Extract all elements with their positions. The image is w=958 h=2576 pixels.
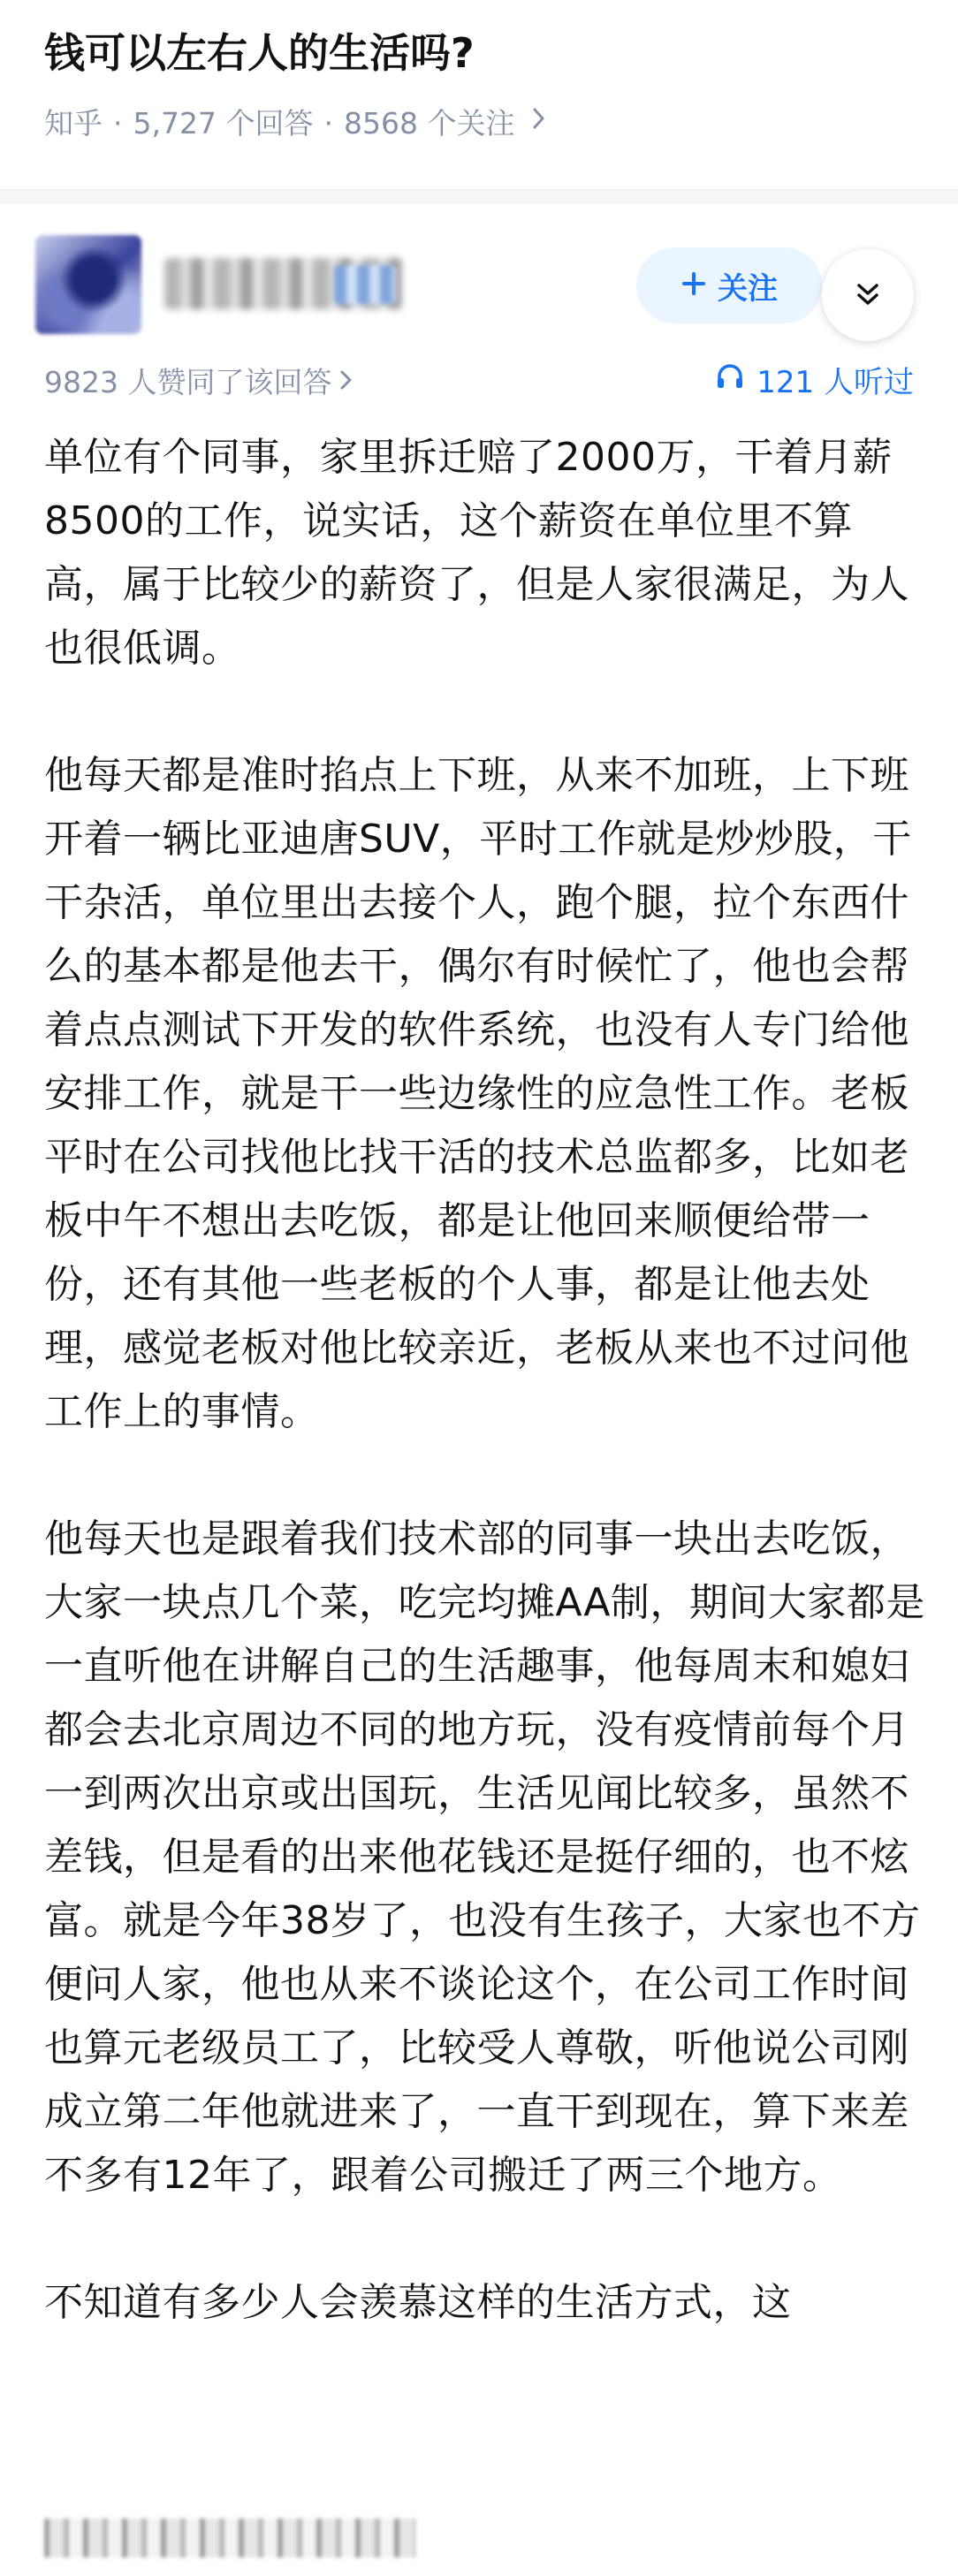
source-label: 知乎: [44, 106, 103, 141]
answer-paragraph: 他每天也是跟着我们技术部的同事一块出去吃饭，大家一块点几个菜，吃完均摊AA制，期间大家都是一直听他在讲解自己的生活趣事，他每周末和媳妇都会去北京周边不同的地方玩，没有疫情前每个月一到两次出京或出国玩，生活见闻比较多，虽然不差钱，但是看的出来他花钱还是挺仔细的，也不炫富。就是今年38岁了，也没有生孩子，大家也不方便问人家，他也从来不谈论这个，在公司工作时间也算元老级员工了，比较受人尊敬，听他说公司刚成立第二年他就进来了，一直干到现在，算下来差不多有12年了，跟着公司搬迁了两三个地方。: [44, 1516, 925, 2198]
follow-label: 关注: [718, 270, 778, 307]
endorse-count[interactable]: [44, 358, 354, 407]
collapse-button[interactable]: [822, 249, 914, 341]
answer-content: [44, 426, 928, 2398]
chevron-right-icon: [530, 99, 548, 148]
answer-count: 5,727 个回答: [133, 106, 314, 141]
listen-count: 121 人听过: [757, 365, 914, 400]
endorse-label: 9823 人赞同了该回答: [44, 365, 332, 399]
blurred-footer-text: [44, 2519, 415, 2557]
meta-separator: ·: [323, 106, 333, 141]
follower-count: 8568 个关注: [343, 106, 515, 141]
listen-button[interactable]: [714, 358, 914, 407]
answer-paragraph: 单位有个同事，家里拆迁赔了2000万，干着月薪8500的工作，说实话，这个薪资在单位里不算高，属于比较少的薪资了，但是人家很满足，为人也很低调。: [44, 435, 909, 671]
headphones-icon: [714, 358, 746, 407]
section-divider: [0, 189, 958, 204]
question-title[interactable]: 钱可以左右人的生活吗?: [44, 29, 475, 77]
answer-paragraph: 他每天都是准时掐点上下班，从来不加班，上下班开着一辆比亚迪唐SUV，平时工作就是炒炒股，干干杂活，单位里出去接个人，跑个腿，拉个东西什么的基本都是他去干，偶尔有时候忙了，他也会帮着点点测试下开发的软件系统，也没有人专门给他安排工作，就是干一些边缘性的应急性工作。老板平时在公司找他比找干活的技术总监都多，比如老板中午不想出去吃饭，都是让他回来顺便给带一份，还有其他一些老板的个人事，都是让他去处理，感觉老板对他比较亲近，老板从来也不过问他工作上的事情。: [44, 753, 912, 1434]
author-badge-blurred: [334, 265, 396, 304]
plus-icon: [680, 268, 707, 303]
meta-separator: ·: [113, 106, 123, 141]
collapse-chevrons-icon: [850, 277, 886, 315]
question-meta[interactable]: [44, 99, 548, 148]
chevron-right-icon: [338, 358, 354, 407]
avatar[interactable]: [35, 235, 141, 334]
follow-button[interactable]: [636, 247, 822, 323]
answer-paragraph: 不知道有多少人会羡慕这样的生活方式，这: [44, 2280, 792, 2325]
